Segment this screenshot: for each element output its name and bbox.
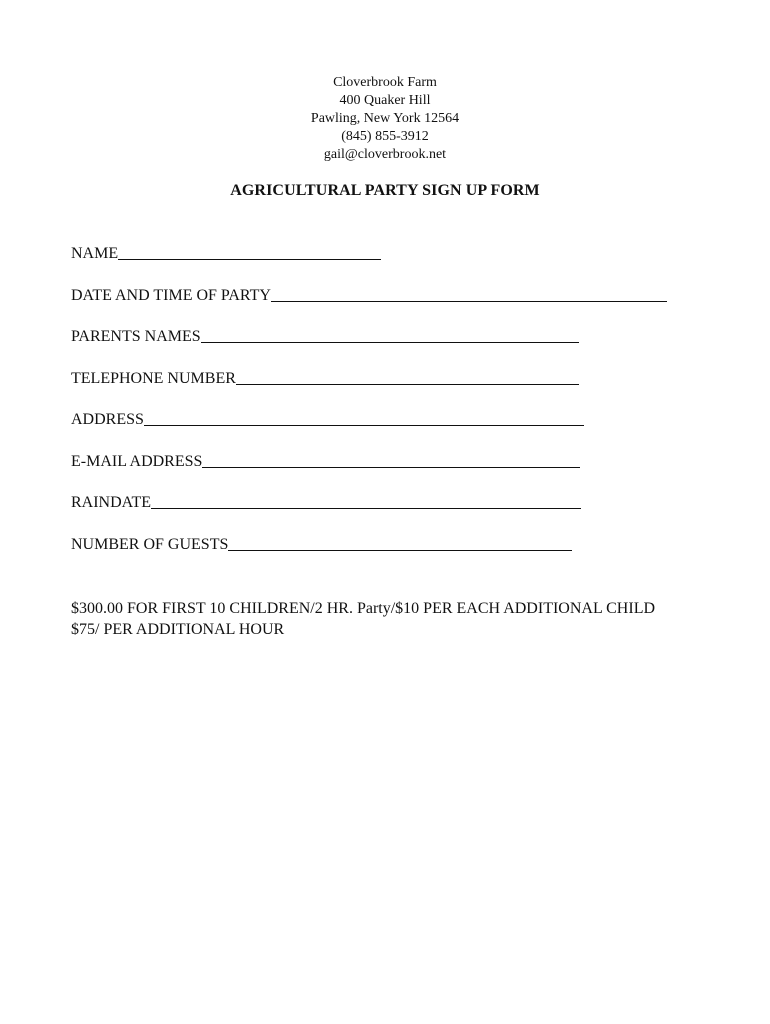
form-title: AGRICULTURAL PARTY SIGN UP FORM <box>230 182 540 199</box>
field-name <box>71 243 711 263</box>
farm-city-state-zip: Pawling, New York 12564 <box>310 111 460 126</box>
name-input-line[interactable] <box>118 245 381 260</box>
raindate-input-line[interactable] <box>151 494 581 509</box>
field-parents-names-label: PARENTS NAMES <box>71 328 201 345</box>
field-date-time-label: DATE AND TIME OF PARTY <box>71 286 271 304</box>
farm-contact-header <box>0 74 770 164</box>
number-of-guests-input-line[interactable] <box>228 536 572 551</box>
pricing-info <box>71 598 691 640</box>
field-name-label: NAME <box>71 245 119 262</box>
field-raindate-label: RAINDATE <box>71 494 151 511</box>
farm-phone: (845) 855-3912 <box>341 129 429 144</box>
field-address-label: ADDRESS <box>71 411 144 428</box>
email-input-line[interactable] <box>202 453 580 468</box>
pricing-base-rate: $300.00 FOR FIRST 10 CHILDREN/2 HR. Party/$10 PER EACH ADDITIONAL CHILD <box>71 600 656 617</box>
field-date-time <box>71 285 711 305</box>
field-raindate <box>71 492 711 512</box>
field-parents-names <box>71 326 711 346</box>
date-time-input-line[interactable] <box>271 287 667 302</box>
field-number-of-guests-label: NUMBER OF GUESTS <box>71 535 229 553</box>
parents-names-input-line[interactable] <box>201 328 579 343</box>
pricing-additional-hour: $75/ PER ADDITIONAL HOUR <box>71 621 285 638</box>
telephone-input-line[interactable] <box>236 370 579 385</box>
field-telephone-label: TELEPHONE NUMBER <box>71 369 236 387</box>
field-email-label: E-MAIL ADDRESS <box>71 452 203 470</box>
field-address <box>71 409 711 429</box>
farm-street: 400 Quaker Hill <box>339 93 431 108</box>
farm-name: Cloverbrook Farm <box>333 75 437 90</box>
farm-email: gail@cloverbrook.net <box>323 147 447 162</box>
address-input-line[interactable] <box>144 411 584 426</box>
field-number-of-guests <box>71 534 711 554</box>
signup-form-fields <box>71 243 711 575</box>
field-telephone <box>71 368 711 388</box>
field-email <box>71 451 711 471</box>
